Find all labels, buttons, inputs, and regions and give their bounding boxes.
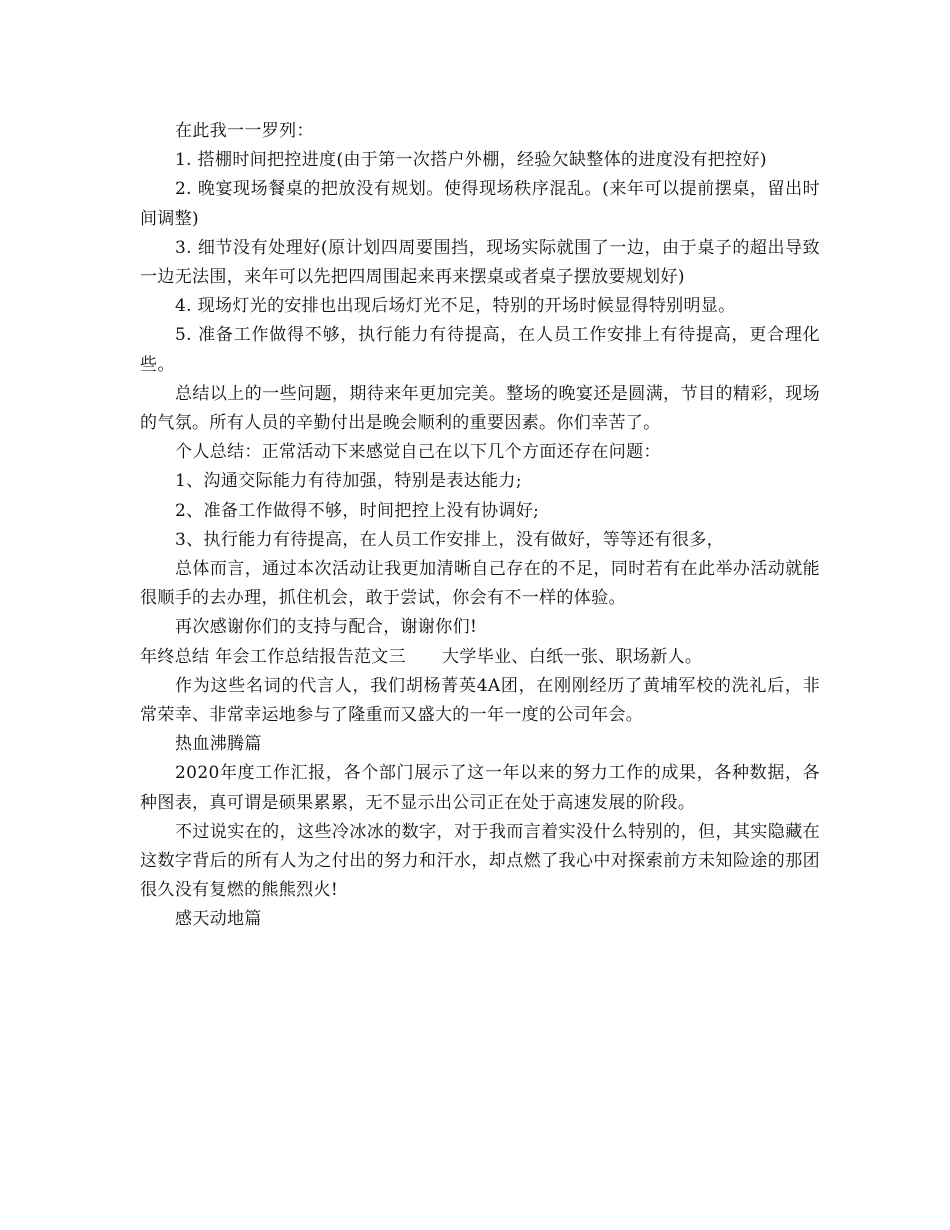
- thanks-paragraph: 再次感谢你们的支持与配合，谢谢你们!: [175, 617, 478, 638]
- subheading-touching: 感天动地篇: [175, 909, 262, 930]
- intro-paragraph: 在此我一一罗列：: [175, 121, 314, 141]
- summary-paragraph: 总结以上的一些问题，期待来年更加完美。整场的晚宴还是圆满，节目的精彩，现场的气氛。所有人员的辛勤付出是晚会顺利的重要因素。你们幸苦了。: [140, 383, 820, 434]
- reflection-paragraph: 不过说实在的，这些冷冰冰的数字，对于我而言着实没什么特别的，但，其实隐藏在这数字背后的所有人为之付出的努力和汗水，却点燃了我心中对探索前方未知险途的那团很久没有复燃的熊熊烈火!: [140, 821, 820, 901]
- subheading-passion: 热血沸腾篇: [175, 734, 262, 755]
- team-intro-paragraph: 作为这些名词的代言人，我们胡杨菁英4A团，在刚刚经历了黄埔军校的洗礼后，非常荣幸、非常幸运地参与了隆重而又盛大的一年一度的公司年会。: [140, 675, 820, 726]
- personal-item-2: 2、准备工作做得不够，时间把控上没有协调好;: [175, 500, 540, 521]
- personal-summary-heading: 个人总结：正常活动下来感觉自己在以下几个方面还存在问题：: [175, 442, 661, 463]
- personal-item-1: 1、沟通交际能力有待加强，特别是表达能力;: [175, 471, 522, 492]
- conclusion-paragraph: 总体而言，通过本次活动让我更加清晰自己存在的不足，同时若有在此举办活动就能很顺手的去办理，抓住机会，敢于尝试，你会有不一样的体验。: [140, 559, 820, 609]
- list-item-3: 3. 细节没有处理好(原计划四周要围挡，现场实际就围了一边，由于桌子的超出导致一边无法围，来年可以先把四周围起来再来摆桌或者桌子摆放要规划好): [140, 237, 820, 288]
- section-tagline: 大学毕业、白纸一张、职场新人。: [442, 646, 703, 667]
- list-item-4: 4. 现场灯光的安排也出现后场灯光不足，特别的开场时候显得特别明显。: [175, 296, 736, 317]
- personal-item-3: 3、执行能力有待提高，在人员工作安排上，没有做好，等等还有很多，: [175, 529, 725, 550]
- list-item-5: 5. 准备工作做得不够，执行能力有待提高，在人员工作安排上有待提高，更合理化些。: [140, 325, 820, 375]
- section-heading-line: [140, 643, 820, 672]
- document-body: [140, 117, 820, 935]
- list-item-1: 1. 搭棚时间把控进度(由于第一次搭户外棚，经验欠缺整体的进度没有把控好): [175, 150, 767, 171]
- list-item-2: 2. 晚宴现场餐桌的把放没有规划。使得现场秩序混乱。(来年可以提前摆桌，留出时间调整): [140, 179, 820, 229]
- report-paragraph: 2020年度工作汇报，各个部门展示了这一年以来的努力工作的成果，各种数据，各种图表，真可谓是硕果累累，无不显示出公司正在处于高速发展的阶段。: [140, 763, 820, 813]
- section-title: 年终总结 年会工作总结报告范文三: [140, 646, 407, 667]
